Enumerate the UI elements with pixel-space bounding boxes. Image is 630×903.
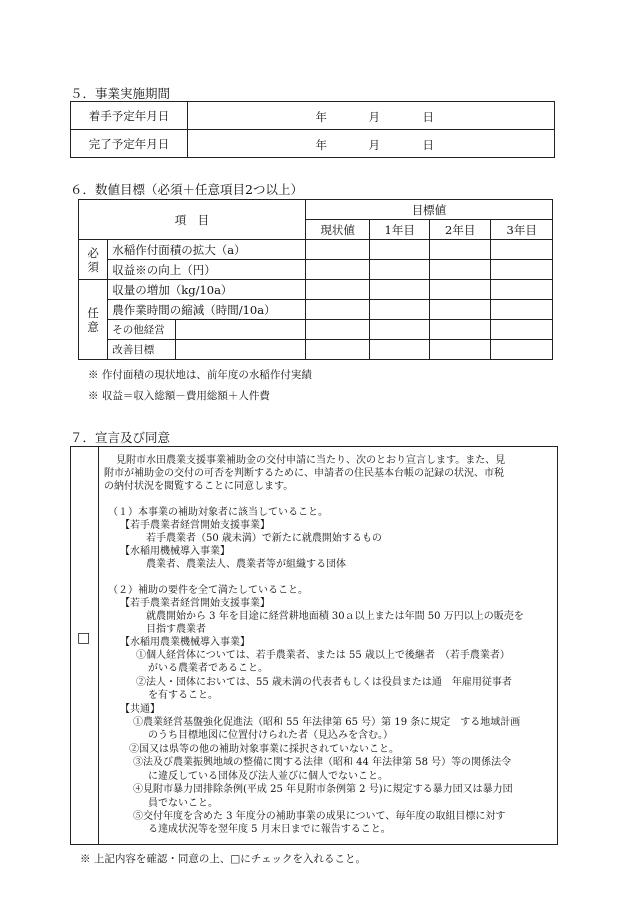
declaration-line: 附市が補助金の交付の可否を判断するために、申請者の住民基本台帳の記録の状況、市税 (104, 468, 504, 479)
input-cell[interactable] (491, 280, 553, 300)
declaration-line: がいる農業者であること。 (148, 663, 268, 674)
day-label: 日 (422, 109, 434, 124)
declaration-line: を有すること。 (148, 690, 218, 701)
declaration-line: 員でないこと。 (148, 798, 218, 809)
input-cell[interactable] (429, 320, 491, 340)
declaration-line: （１）本事業の補助対象者に該当していること。 (108, 507, 328, 518)
other-goal-input[interactable] (175, 340, 305, 360)
declaration-line: のうち目標地図に位置付けられた者（見込みを含む。） (148, 730, 393, 741)
input-cell[interactable] (370, 300, 430, 320)
declaration-line: ④見附市暴力団排除条例(平成 25 年見附市条例第 2 号)に規定する暴力団又は暴力団 (133, 784, 513, 795)
day-label: 日 (422, 137, 434, 152)
declaration-line: の納付状況を閲覧することに同意します。 (104, 481, 294, 492)
section5-title: ５．事業実施期間 (70, 86, 171, 101)
input-cell[interactable] (305, 280, 370, 300)
input-cell[interactable] (305, 300, 370, 320)
start-date-label: 着手予定年月日 (71, 102, 188, 130)
declaration-line: （２）補助の要件を全て満たしていること。 (108, 585, 308, 596)
input-cell[interactable] (491, 260, 553, 280)
declaration-line: ②法人・団体においては、55 歳未満の代表者もしくは役員または通 年雇用従事者 (136, 677, 512, 688)
declaration-line: 見附市水田農業支援事業補助金の交付申請に当たり、次のとおり宣言します。また、見 (116, 455, 506, 466)
end-date-value[interactable] (188, 130, 555, 158)
input-cell[interactable] (429, 340, 491, 360)
declaration-line: 【共通】 (120, 704, 160, 715)
table-row (71, 102, 555, 130)
other-goal-input[interactable] (175, 320, 305, 340)
declaration-line: ③法及び農業振興地域の整備に関する法律（昭和 44 年法律第 58 号）等の関係法令 (133, 757, 512, 768)
year-label: 年 (315, 137, 327, 152)
end-date-label: 完了予定年月日 (71, 130, 188, 158)
optional-item-2: 農作業時間の縮減（時間/10a） (108, 300, 306, 320)
optional-item-1: 収量の増加（kg/10a） (108, 280, 306, 300)
target-header: 目標値 (305, 200, 552, 220)
targets-table (78, 199, 553, 360)
footnote: ※ 上記内容を確認・同意の上、□にチェックを入れること。 (80, 853, 366, 865)
input-cell[interactable] (305, 260, 370, 280)
input-cell[interactable] (370, 260, 430, 280)
declaration-line: に違反している団体及び法人並びに個人でないこと。 (148, 771, 388, 782)
input-cell[interactable] (429, 240, 491, 260)
section7-title: ７．宣言及び同意 (70, 430, 171, 445)
declaration-line: 目指す農業者 (146, 624, 206, 635)
col-current: 現状値 (305, 220, 370, 240)
declaration-line: ①農業経営基盤強化促進法（昭和 55 年法律第 65 号）第 19 条に規定 する地域計画 (133, 717, 521, 728)
input-cell[interactable] (370, 320, 430, 340)
input-cell[interactable] (370, 340, 430, 360)
section6-title: ６．数値目標（必須＋任意項目2つ以上） (70, 182, 303, 197)
item-header: 項 目 (79, 200, 306, 240)
required-label: 必須 (79, 240, 108, 280)
col-year2: 2年目 (429, 220, 491, 240)
input-cell[interactable] (429, 260, 491, 280)
input-cell[interactable] (491, 240, 553, 260)
declaration-line: る達成状況等を翌年度 5 月末日までに報告すること。 (148, 824, 391, 835)
start-date-value[interactable] (188, 102, 555, 130)
declaration-line: 【水稲用農業機械導入事業】 (120, 637, 250, 648)
declaration-line: 【水稲用機械導入事業】 (120, 546, 230, 557)
declaration-line: 【若手農業者経営開始支援事業】 (120, 598, 270, 609)
other-goal-label-1: その他経営 (108, 320, 176, 340)
optional-label: 任意 (79, 280, 108, 360)
declaration-line: 【若手農業者経営開始支援事業】 (120, 520, 270, 531)
declaration-line: ⑤交付年度を含めた 3 年度分の補助事業の成果について、毎年度の取組目標に対す (133, 811, 506, 822)
note-revenue: ※ 収益＝収入総額－費用総額＋人件費 (88, 390, 270, 402)
month-label: 月 (368, 137, 380, 152)
declaration-line: 若手農業者（50 歳未満）で新たに就農開始するもの (146, 533, 382, 544)
year-label: 年 (315, 109, 327, 124)
month-label: 月 (368, 109, 380, 124)
declaration-line: 農業者、農業法人、農業者等が組織する団体 (146, 559, 346, 570)
col-year3: 3年目 (491, 220, 553, 240)
input-cell[interactable] (305, 340, 370, 360)
note-area: ※ 作付面積の現状地は、前年度の水稲作付実績 (88, 369, 312, 381)
input-cell[interactable] (370, 240, 430, 260)
input-cell[interactable] (305, 320, 370, 340)
input-cell[interactable] (305, 240, 370, 260)
table-row (71, 130, 555, 158)
input-cell[interactable] (491, 340, 553, 360)
input-cell[interactable] (429, 280, 491, 300)
required-item-1: 水稲作付面積の拡大（a） (108, 240, 306, 260)
other-goal-label-2: 改善目標 (108, 340, 176, 360)
input-cell[interactable] (370, 280, 430, 300)
schedule-table (70, 101, 555, 158)
input-cell[interactable] (429, 300, 491, 320)
declaration-line: 就農開始から 3 年を目途に経営耕地面積 30ａ以上または年間 50 万円以上の販売を (146, 611, 524, 622)
declaration-line: ①個人経営体については、若手農業者、または 55 歳以上で後継者 （若手農業者） (136, 650, 510, 661)
declaration-line: ②国又は県等の他の補助対象事業に採択されていないこと。 (129, 744, 399, 755)
input-cell[interactable] (491, 300, 553, 320)
input-cell[interactable] (491, 320, 553, 340)
col-year1: 1年目 (370, 220, 430, 240)
required-item-2: 収益※の向上（円） (108, 260, 306, 280)
agree-checkbox[interactable]: □ (77, 630, 91, 646)
